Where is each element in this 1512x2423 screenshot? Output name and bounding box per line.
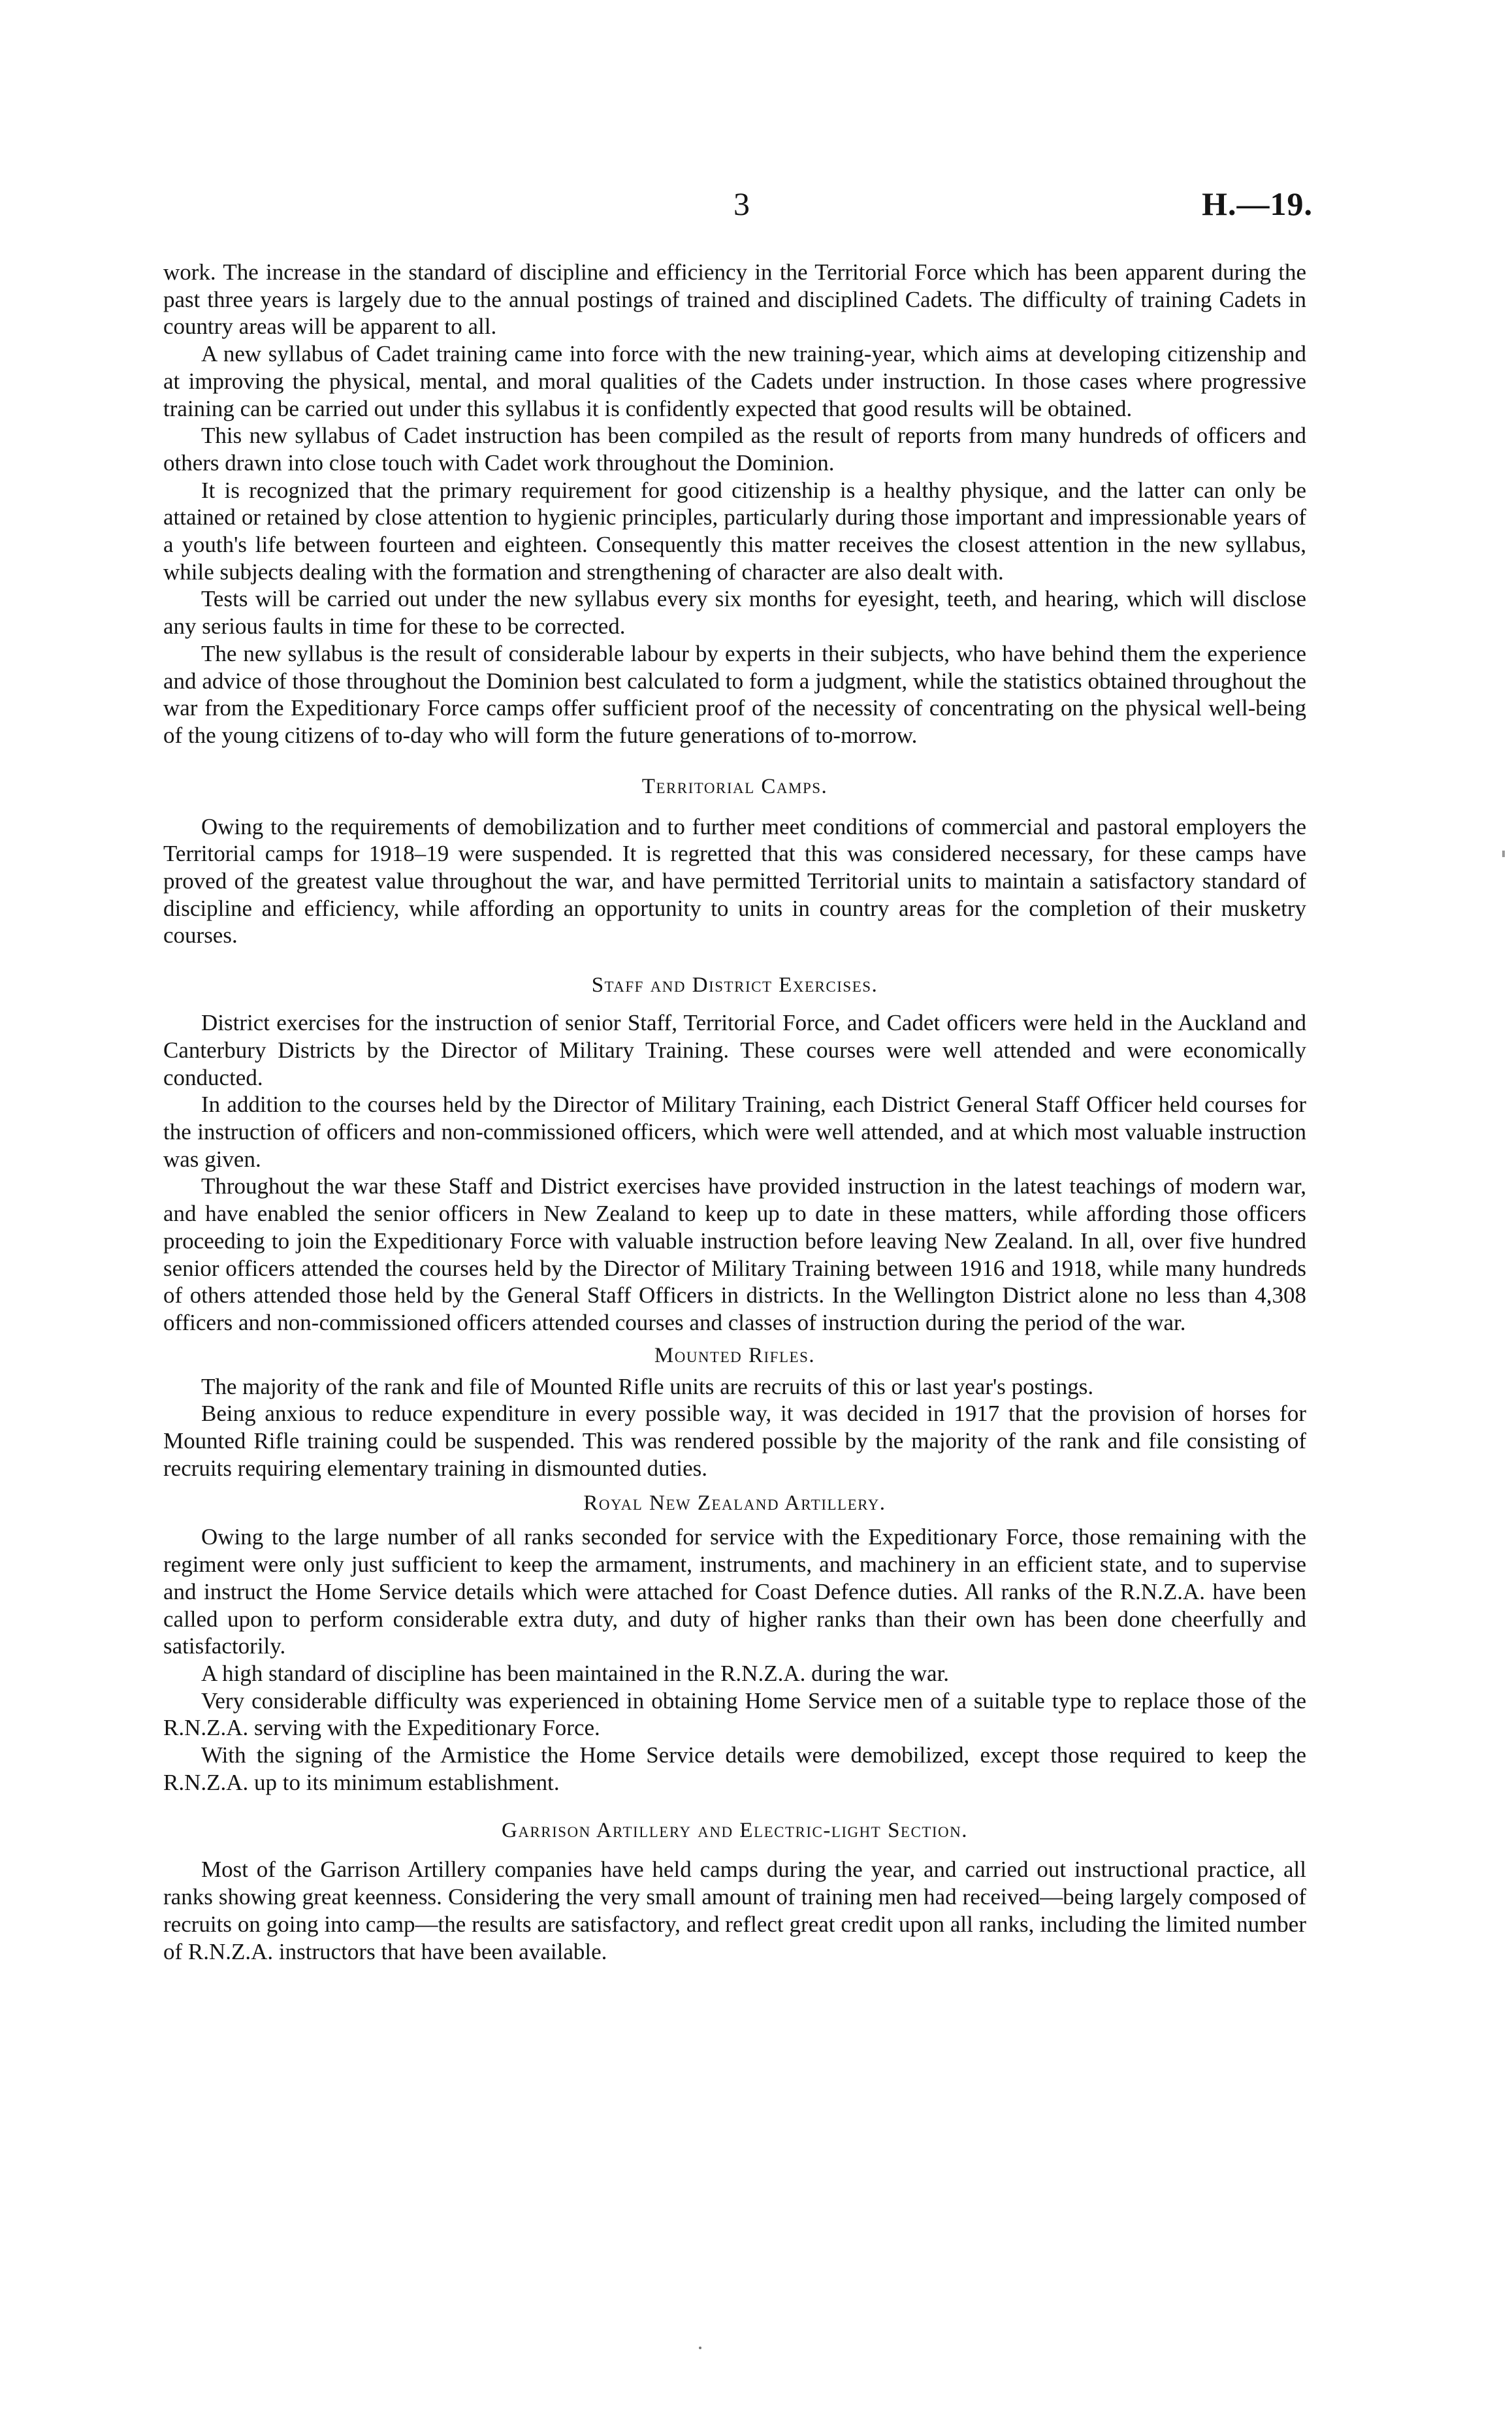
paragraph: Owing to the large number of all ranks seconded for service with the Expeditionary Force, those remaining with the regiment were only just sufficient to keep the armament, instruments, and machinery in an efficient state, and to supervise and instruct the Home Service details which were attached for Coast Defence duties. All ranks of the R.N.Z.A. have been called upon to perform considerable extra duty, and duty of higher ranks than their own has been done cheerfully and satisfactorily. (163, 1524, 1306, 1659)
section-heading: Territorial Camps. (641, 774, 828, 798)
section-heading: Staff and District Exercises. (591, 973, 878, 998)
section-heading: Garrison Artillery and Electric-light Section. (501, 1819, 968, 1843)
paragraph: A new syllabus of Cadet training came into force with the new training-year, which aims at developing citizenship and at improving the physical, mental, and moral qualities of the Cadets under instruction. In those cases where progressive training can be carried out under this syllabus it is confidently expected that good results will be obtained. (163, 341, 1306, 421)
paragraph: A high standard of discipline has been maintained in the R.N.Z.A. during the war. (201, 1660, 950, 1686)
paragraph: work. The increase in the standard of discipline and efficiency in the Territorial Force which has been apparent during the past three years is largely due to the annual postings of trained and disciplined Cadets. The difficulty of training Cadets in country areas will be apparent to all. (163, 259, 1306, 340)
paragraph: This new syllabus of Cadet instruction has been compiled as the result of reports from many hundreds of officers and others drawn into close touch with Cadet work throughout the Dominion. (163, 423, 1306, 476)
section-garrison-artillery (163, 1796, 1306, 1965)
section-mounted-rifles (163, 1337, 1306, 1482)
section-heading: Mounted Rifles. (654, 1343, 816, 1367)
paragraph: The majority of the rank and file of Mounted Rifle units are recruits of this or last year's postings. (201, 1373, 1094, 1399)
paragraph: Tests will be carried out under the new syllabus every six months for eyesight, teeth, and hearing, which will disclose any serious faults in time for these to be corrected. (163, 586, 1306, 640)
scan-dot (699, 2347, 701, 2349)
section-heading: Royal New Zealand Artillery. (583, 1491, 886, 1516)
document-reference: H.—19. (1202, 186, 1313, 222)
paragraph: With the signing of the Armistice the Home Service details were demobilized, except those required to keep the R.N.Z.A. up to its minimum establishment. (163, 1742, 1306, 1795)
paragraph: District exercises for the instruction of senior Staff, Territorial Force, and Cadet officers were held in the Auckland and Canterbury Districts by the Director of Military Training. These courses were well attended and were economically conducted. (163, 1010, 1306, 1090)
paragraph: Most of the Garrison Artillery companies have held camps during the year, and carried out instructional practice, all ranks showing great keenness. Considering the very small amount of training men had received—being largely composed of recruits on going into camp—the results are satisfactory, and reflect great credit upon all ranks, including the limited number of R.N.Z.A. instructors that have been available. (163, 1857, 1306, 1964)
paragraph: Owing to the requirements of demobilization and to further meet conditions of commercial and pastoral employers the Territorial camps for 1918–19 were suspended. It is regretted that this was considered necessary, for these camps have proved of the greatest value throughout the war, and have permitted Territorial units to maintain a satisfactory standard of discipline and efficiency, while affording an opportunity to units in country areas for the completion of their musketry courses. (163, 813, 1306, 949)
page-number: 3 (733, 186, 750, 222)
scan-mark (1502, 851, 1505, 857)
section-royal-nz-artillery (163, 1482, 1306, 1796)
paragraph: It is recognized that the primary requirement for good citizenship is a healthy physique, and the latter can only be attained or retained by close attention to hygienic principles, particularly during those important and impressionable years of a youth's life between fourteen and eighteen. Consequently this matter receives the closest attention in the new syllabus, while subjects dealing with the formation and strengthening of character are also dealt with. (163, 477, 1306, 585)
paragraph: Throughout the war these Staff and District exercises have provided instruction in the latest teachings of modern war, and have enabled the senior officers in New Zealand to keep up to date in these matters, while affording those officers proceeding to join the Expeditionary Force with valuable instruction before leaving New Zealand. In all, over five hundred senior officers attended the courses held by the Director of Military Training between 1916 and 1918, while many hundreds of others attended those held by the General Staff Officers in districts. In the Wellington District alone no less than 4,308 officers and non-commissioned officers attended courses and classes of instruction during the period of the war. (163, 1173, 1306, 1335)
paragraph: In addition to the courses held by the Director of Military Training, each District General Staff Officer held courses for the instruction of officers and non-commissioned officers, which were well attended, and at which most valuable instruction was given. (163, 1092, 1306, 1172)
paragraph: The new syllabus is the result of considerable labour by experts in their subjects, who have behind them the experience and advice of those throughout the Dominion best calculated to form a judgment, while the statistics obtained throughout the war from the Expeditionary Force camps offer sufficient proof of the necessity of concentrating on the physical well-being of the young citizens of to-day who will form the future generations of to-morrow. (163, 640, 1306, 748)
page-body (163, 259, 1306, 1965)
section-staff-district-exercises (163, 949, 1306, 1336)
paragraph: Being anxious to reduce expenditure in every possible way, it was decided in 1917 that the provision of horses for Mounted Rifle training could be suspended. This was rendered possible by the majority of the rank and file consisting of recruits requiring elementary training in dismounted duties. (163, 1401, 1306, 1481)
section-territorial-camps (163, 749, 1306, 950)
section-intro (163, 259, 1306, 749)
paragraph: Very considerable difficulty was experienced in obtaining Home Service men of a suitable type to replace those of the R.N.Z.A. serving with the Expeditionary Force. (163, 1687, 1306, 1741)
